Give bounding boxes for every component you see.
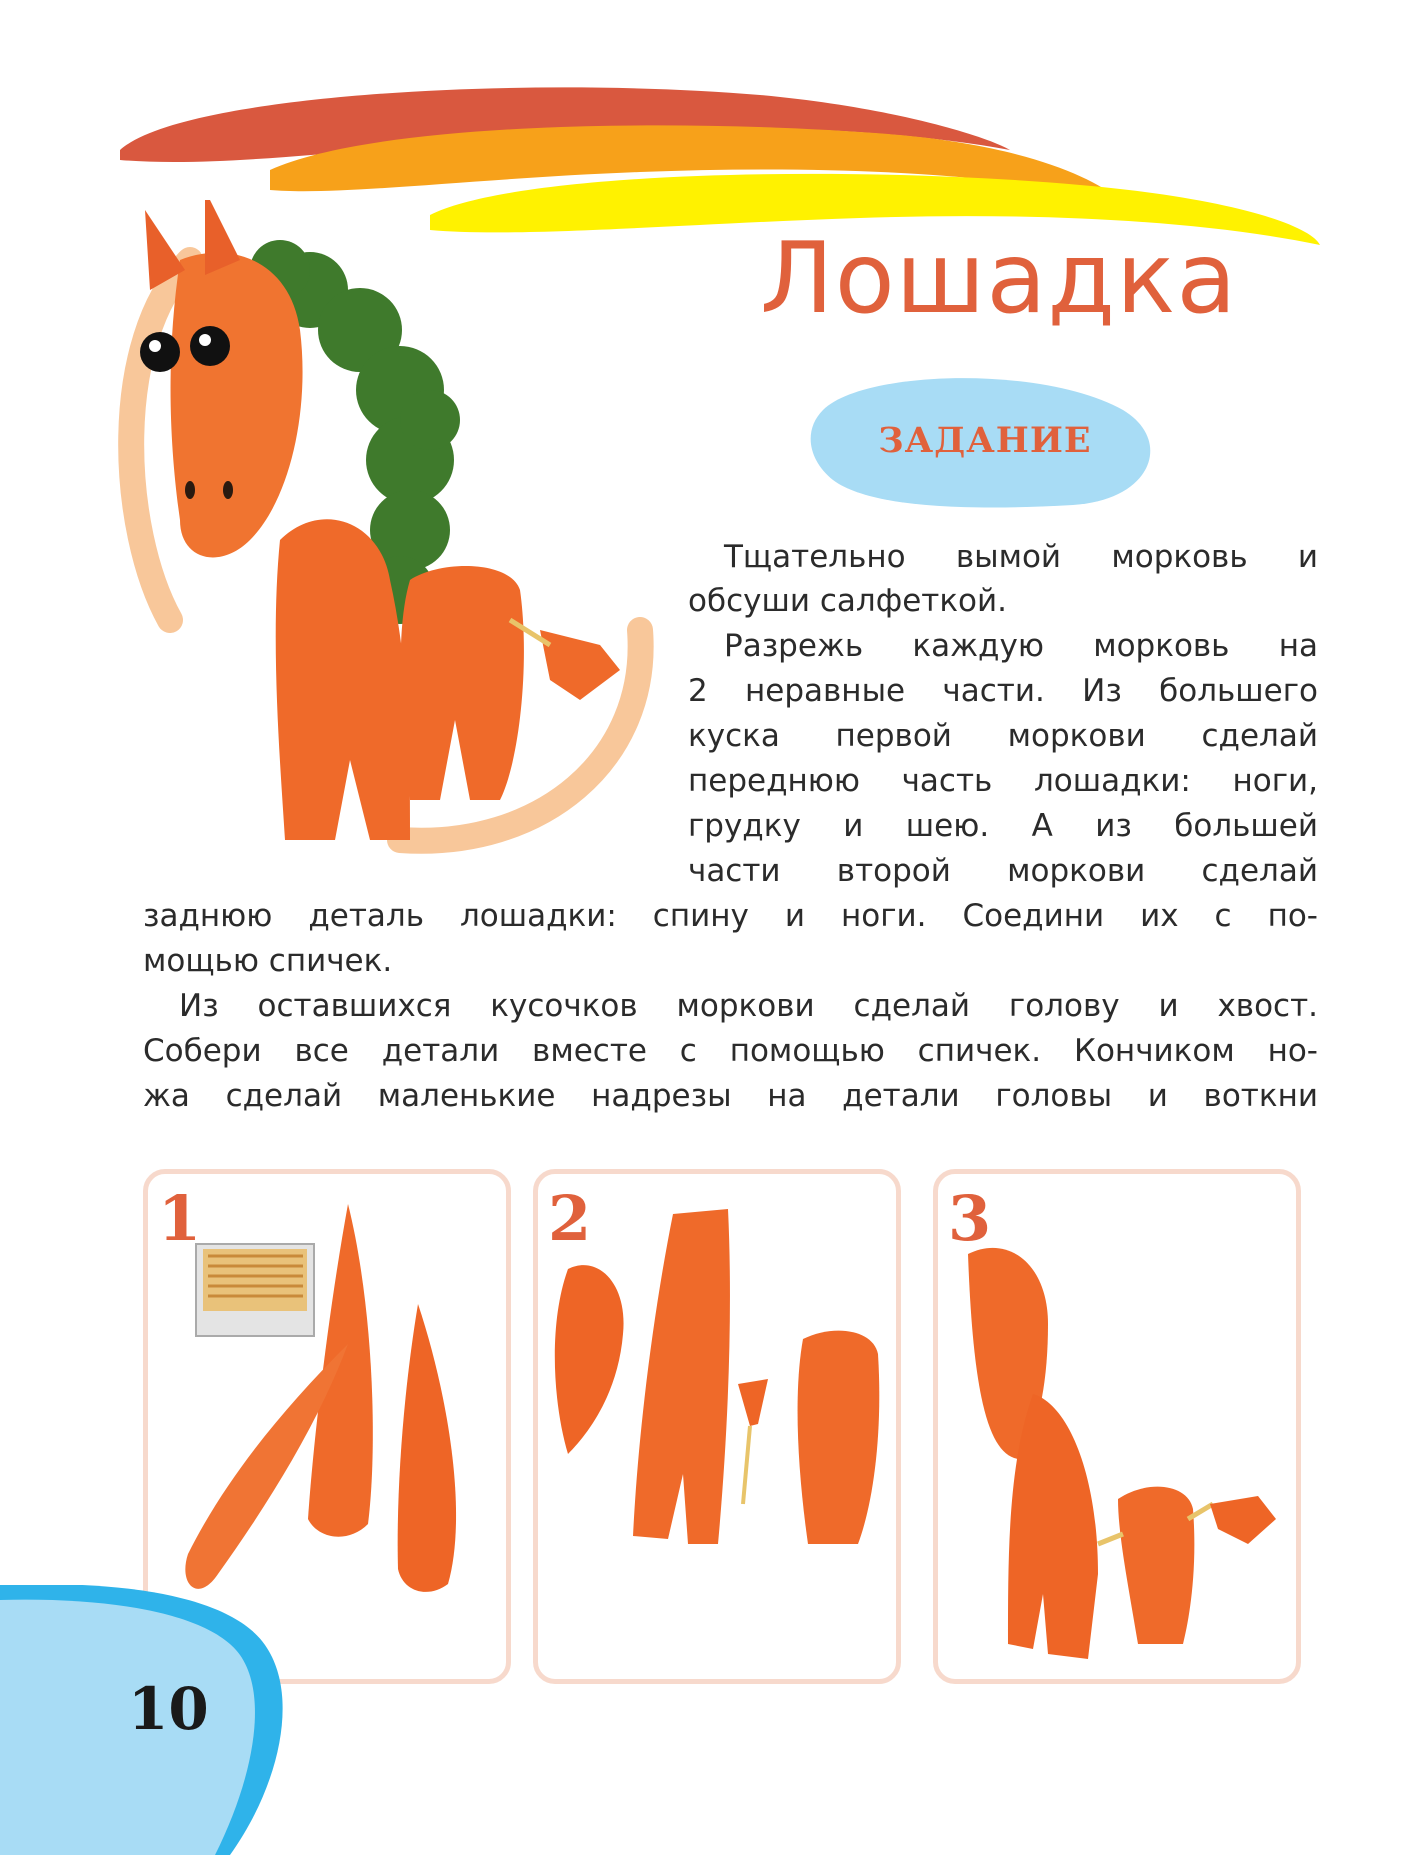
paragraph-line: грудку и шею. А из большей xyxy=(688,808,1318,844)
horse-head xyxy=(171,253,303,558)
carrot xyxy=(308,1204,373,1537)
paragraph-line: жа сделай маленькие надрезы на детали головы и воткни xyxy=(143,1078,1318,1114)
step-number: 2 xyxy=(548,1182,592,1255)
horse-eye xyxy=(140,332,180,372)
carrot-horse-illustration xyxy=(110,200,670,880)
step-number: 3 xyxy=(948,1182,992,1255)
paragraph-line: части второй моркови сделай xyxy=(688,853,1318,889)
horse-eye xyxy=(190,326,230,366)
paragraph-line: Тщательно вымой морковь и xyxy=(724,539,1318,575)
horse-rear-piece xyxy=(1118,1487,1194,1644)
page-number: 10 xyxy=(128,1675,209,1743)
carrot-front-piece xyxy=(633,1209,730,1544)
step-2-illustration xyxy=(538,1174,896,1679)
paragraph-line: обсуши салфеткой. xyxy=(688,583,1008,619)
step-3-illustration xyxy=(938,1174,1296,1679)
carrot-head-piece xyxy=(555,1265,624,1454)
paragraph-line: переднюю часть лошадки: ноги, xyxy=(688,763,1318,799)
matchbox xyxy=(196,1244,314,1336)
paragraph-line: Разрежь каждую морковь на xyxy=(724,628,1318,664)
paragraph-line: Собери все детали вместе с помощью спичек. Кончиком но- xyxy=(143,1033,1318,1069)
page-title: Лошадка xyxy=(760,222,1238,336)
carrot-rear-piece xyxy=(798,1331,880,1544)
horse-rear xyxy=(401,566,524,800)
paragraph-line: мощью спичек. xyxy=(143,943,393,979)
horse-tail xyxy=(540,630,620,700)
task-label: ЗАДАНИЕ xyxy=(878,420,1092,461)
horse-tail-piece xyxy=(1210,1496,1276,1544)
paragraph-line: заднюю деталь лошадки: спину и ноги. Соедини их с по- xyxy=(143,898,1318,934)
carrot-tail-piece xyxy=(738,1379,768,1426)
paragraph-line: Из оставшихся кусочков моркови сделай голову и хвост. xyxy=(179,988,1318,1024)
paragraph-line: 2 неравные части. Из большего xyxy=(688,673,1318,709)
paragraph-line: куска первой моркови сделай xyxy=(688,718,1318,754)
step-number: 1 xyxy=(158,1182,202,1255)
carrot xyxy=(398,1304,456,1592)
